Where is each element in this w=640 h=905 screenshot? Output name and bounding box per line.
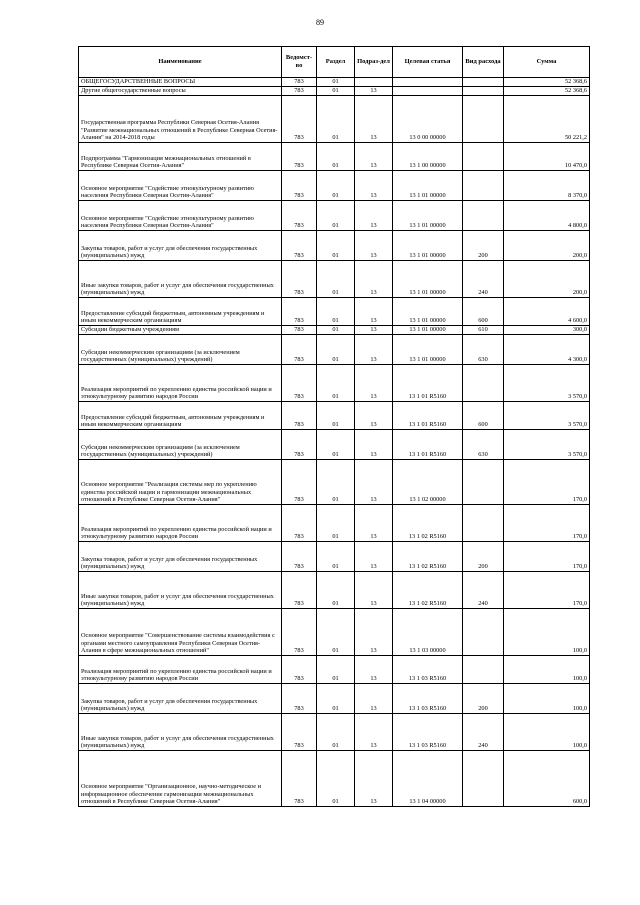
row-name: Подпрограмма "Гармонизация межнациональных отношений в Республике Северная Осетия-Алания": [79, 143, 282, 171]
row-article: [393, 78, 463, 87]
row-article: 13 1 01 00000: [393, 231, 463, 261]
row-expense-type: 610: [463, 326, 504, 335]
row-subsection: 13: [355, 609, 393, 656]
row-name: Реализация мероприятий по укреплению единства российской нации и этнокультурному развитию народов России: [79, 656, 282, 684]
row-section: 01: [317, 460, 355, 505]
row-subsection: 13: [355, 572, 393, 609]
row-expense-type: [463, 751, 504, 807]
row-name: Реализация мероприятий по укреплению единства российской нации и этнокультурному развитию народов России: [79, 505, 282, 542]
row-sum: 50 221,2: [504, 96, 590, 143]
row-section: 01: [317, 78, 355, 87]
row-dept: 783: [282, 365, 317, 402]
row-article: 13 1 01 00000: [393, 326, 463, 335]
row-dept: 783: [282, 231, 317, 261]
row-name: Основное мероприятие "Совершенствование системы взаимодействия с органами местного самоуправления Республики Северная Осетия-Алания в сфере межнациональных отношений": [79, 609, 282, 656]
table-row: [79, 460, 590, 505]
budget-table: [78, 46, 590, 807]
row-subsection: 13: [355, 201, 393, 231]
table-row: [79, 609, 590, 656]
row-section: 01: [317, 326, 355, 335]
row-section: 01: [317, 96, 355, 143]
row-subsection: 13: [355, 261, 393, 298]
row-article: 13 1 04 00000: [393, 751, 463, 807]
row-dept: 783: [282, 751, 317, 807]
row-dept: 783: [282, 460, 317, 505]
row-name: Основное мероприятие "Реализация системы мер по укреплению единства российской нации и гармонизации межнациональных отношений в Республике Северная Осетия-Алания": [79, 460, 282, 505]
table-header: [79, 47, 590, 78]
row-article: [393, 87, 463, 96]
row-sum: 52 368,6: [504, 78, 590, 87]
row-dept: 783: [282, 78, 317, 87]
row-article: 13 1 03 R5160: [393, 656, 463, 684]
table-row: [79, 365, 590, 402]
row-subsection: 13: [355, 96, 393, 143]
row-sum: 3 570,0: [504, 402, 590, 430]
row-expense-type: 600: [463, 402, 504, 430]
row-section: 01: [317, 542, 355, 572]
row-section: 01: [317, 171, 355, 201]
row-sum: 170,0: [504, 542, 590, 572]
page-number: 89: [316, 18, 324, 27]
row-subsection: 13: [355, 87, 393, 96]
table-row: [79, 402, 590, 430]
row-article: 13 1 01 00000: [393, 201, 463, 231]
table-row: [79, 684, 590, 714]
row-article: 13 1 01 R5160: [393, 430, 463, 460]
row-name: Закупка товаров, работ и услуг для обеспечения государственных (муниципальных) нужд: [79, 231, 282, 261]
row-subsection: 13: [355, 656, 393, 684]
row-dept: 783: [282, 656, 317, 684]
row-subsection: 13: [355, 365, 393, 402]
table-row: [79, 231, 590, 261]
row-section: 01: [317, 402, 355, 430]
row-name: Закупка товаров, работ и услуг для обеспечения государственных (муниципальных) нужд: [79, 684, 282, 714]
table-row: [79, 542, 590, 572]
table-row: [79, 751, 590, 807]
row-subsection: 13: [355, 171, 393, 201]
row-section: 01: [317, 430, 355, 460]
row-section: 01: [317, 231, 355, 261]
row-name: Государственная программа Республики Северная Осетия-Алания "Развитие межнациональных отношений в Республике Северная Осетия-Алания" на 2014-2018 годы: [79, 96, 282, 143]
row-expense-type: [463, 505, 504, 542]
row-dept: 783: [282, 714, 317, 751]
row-sum: 4 300,0: [504, 335, 590, 365]
row-article: 13 1 01 00000: [393, 298, 463, 326]
row-name: Предоставление субсидий бюджетным, автономным учреждениям и иным некоммерческим организациям: [79, 402, 282, 430]
row-subsection: 13: [355, 460, 393, 505]
table-body: [79, 78, 590, 807]
row-expense-type: 240: [463, 261, 504, 298]
table-row: [79, 143, 590, 171]
row-sum: 170,0: [504, 572, 590, 609]
row-subsection: 13: [355, 231, 393, 261]
row-subsection: [355, 78, 393, 87]
row-section: 01: [317, 714, 355, 751]
row-subsection: 13: [355, 143, 393, 171]
row-subsection: 13: [355, 430, 393, 460]
row-dept: 783: [282, 96, 317, 143]
table-row: [79, 87, 590, 96]
row-expense-type: [463, 201, 504, 231]
row-article: 13 1 02 R5160: [393, 542, 463, 572]
row-expense-type: [463, 78, 504, 87]
row-subsection: 13: [355, 326, 393, 335]
row-expense-type: [463, 656, 504, 684]
row-expense-type: 240: [463, 714, 504, 751]
row-expense-type: [463, 609, 504, 656]
row-sum: 52 368,6: [504, 87, 590, 96]
row-article: 13 1 01 00000: [393, 335, 463, 365]
row-sum: 4 800,0: [504, 201, 590, 231]
row-dept: 783: [282, 326, 317, 335]
table-row: [79, 78, 590, 87]
header-row: [79, 47, 590, 78]
row-name: ОБЩЕГОСУДАРСТВЕННЫЕ ВОПРОСЫ: [79, 78, 282, 87]
row-expense-type: 200: [463, 231, 504, 261]
row-name: Реализация мероприятий по укреплению единства российской нации и этнокультурному развитию народов России: [79, 365, 282, 402]
row-sum: 300,0: [504, 326, 590, 335]
row-expense-type: 630: [463, 430, 504, 460]
row-dept: 783: [282, 298, 317, 326]
row-dept: 783: [282, 87, 317, 96]
header-dept: Ведомст-во: [282, 47, 317, 78]
row-expense-type: [463, 143, 504, 171]
row-sum: 600,0: [504, 751, 590, 807]
row-expense-type: 630: [463, 335, 504, 365]
table-row: [79, 505, 590, 542]
row-dept: 783: [282, 201, 317, 231]
row-section: 01: [317, 505, 355, 542]
table-row: [79, 96, 590, 143]
row-dept: 783: [282, 143, 317, 171]
row-expense-type: [463, 365, 504, 402]
row-sum: 100,0: [504, 714, 590, 751]
row-article: 13 1 02 R5160: [393, 505, 463, 542]
row-expense-type: 200: [463, 542, 504, 572]
row-article: 13 1 00 00000: [393, 143, 463, 171]
row-sum: 170,0: [504, 505, 590, 542]
row-name: Субсидии бюджетным учреждениям: [79, 326, 282, 335]
row-name: Основное мероприятие "Содействие этнокультурному развитию населения Республики Северная Осетия-Алания": [79, 171, 282, 201]
row-section: 01: [317, 656, 355, 684]
row-dept: 783: [282, 402, 317, 430]
row-section: 01: [317, 335, 355, 365]
row-sum: 100,0: [504, 609, 590, 656]
table-row: [79, 298, 590, 326]
row-name: Субсидии некоммерческим организациям (за исключением государственных (муниципальных) учреждений): [79, 430, 282, 460]
table-row: [79, 335, 590, 365]
table-row: [79, 261, 590, 298]
header-subsection: Подраз-дел: [355, 47, 393, 78]
row-subsection: 13: [355, 751, 393, 807]
table-row: [79, 656, 590, 684]
header-name: Наименование: [79, 47, 282, 78]
row-name: Основное мероприятие "Организационное, научно-методическое и информационное обеспечение гармонизации межнациональных отношений в Республике Северная Осетия-Алания": [79, 751, 282, 807]
table-row: [79, 430, 590, 460]
row-sum: 100,0: [504, 656, 590, 684]
header-section: Раздел: [317, 47, 355, 78]
row-dept: 783: [282, 505, 317, 542]
table-row: [79, 572, 590, 609]
row-expense-type: 240: [463, 572, 504, 609]
row-section: 01: [317, 298, 355, 326]
row-subsection: 13: [355, 402, 393, 430]
row-sum: 170,0: [504, 460, 590, 505]
table-row: [79, 714, 590, 751]
table-row: [79, 201, 590, 231]
row-expense-type: 200: [463, 684, 504, 714]
row-article: 13 1 02 R5160: [393, 572, 463, 609]
row-sum: 10 470,0: [504, 143, 590, 171]
header-expense-type: Вид расхода: [463, 47, 504, 78]
row-name: Иные закупки товаров, работ и услуг для обеспечения государственных (муниципальных) нужд: [79, 572, 282, 609]
row-sum: 3 570,0: [504, 430, 590, 460]
row-subsection: 13: [355, 542, 393, 572]
row-expense-type: 600: [463, 298, 504, 326]
row-article: 13 1 01 00000: [393, 261, 463, 298]
row-section: 01: [317, 365, 355, 402]
row-sum: 200,0: [504, 231, 590, 261]
row-article: 13 1 01 R5160: [393, 402, 463, 430]
row-article: 13 1 01 00000: [393, 171, 463, 201]
row-expense-type: [463, 87, 504, 96]
row-section: 01: [317, 201, 355, 231]
row-name: Предоставление субсидий бюджетным, автономным учреждениям и иным некоммерческим организациям: [79, 298, 282, 326]
row-subsection: 13: [355, 684, 393, 714]
table-row: [79, 326, 590, 335]
row-dept: 783: [282, 171, 317, 201]
row-dept: 783: [282, 335, 317, 365]
row-section: 01: [317, 261, 355, 298]
table-row: [79, 171, 590, 201]
row-name: Субсидии некоммерческим организациям (за исключением государственных (муниципальных) учреждений): [79, 335, 282, 365]
row-section: 01: [317, 143, 355, 171]
row-dept: 783: [282, 430, 317, 460]
row-article: 13 0 00 00000: [393, 96, 463, 143]
row-subsection: 13: [355, 298, 393, 326]
row-name: Основное мероприятие "Содействие этнокультурному развитию населения Республики Северная Осетия-Алания": [79, 201, 282, 231]
row-sum: 4 600,0: [504, 298, 590, 326]
row-article: 13 1 03 00000: [393, 609, 463, 656]
row-subsection: 13: [355, 335, 393, 365]
row-section: 01: [317, 684, 355, 714]
row-sum: 3 570,0: [504, 365, 590, 402]
row-name: Другие общегосударственные вопросы: [79, 87, 282, 96]
row-name: Иные закупки товаров, работ и услуг для обеспечения государственных (муниципальных) нужд: [79, 261, 282, 298]
row-section: 01: [317, 572, 355, 609]
row-dept: 783: [282, 684, 317, 714]
row-sum: 8 370,0: [504, 171, 590, 201]
row-dept: 783: [282, 542, 317, 572]
row-dept: 783: [282, 609, 317, 656]
row-expense-type: [463, 96, 504, 143]
row-article: 13 1 01 R5160: [393, 365, 463, 402]
row-name: Закупка товаров, работ и услуг для обеспечения государственных (муниципальных) нужд: [79, 542, 282, 572]
row-sum: 100,0: [504, 684, 590, 714]
header-article: Целевая статья: [393, 47, 463, 78]
row-dept: 783: [282, 572, 317, 609]
row-expense-type: [463, 171, 504, 201]
header-sum: Сумма: [504, 47, 590, 78]
row-subsection: 13: [355, 714, 393, 751]
row-article: 13 1 02 00000: [393, 460, 463, 505]
row-sum: 200,0: [504, 261, 590, 298]
row-expense-type: [463, 460, 504, 505]
row-name: Иные закупки товаров, работ и услуг для обеспечения государственных (муниципальных) нужд: [79, 714, 282, 751]
row-section: 01: [317, 87, 355, 96]
row-section: 01: [317, 751, 355, 807]
row-article: 13 1 03 R5160: [393, 684, 463, 714]
row-section: 01: [317, 609, 355, 656]
row-article: 13 1 03 R5160: [393, 714, 463, 751]
row-subsection: 13: [355, 505, 393, 542]
row-dept: 783: [282, 261, 317, 298]
